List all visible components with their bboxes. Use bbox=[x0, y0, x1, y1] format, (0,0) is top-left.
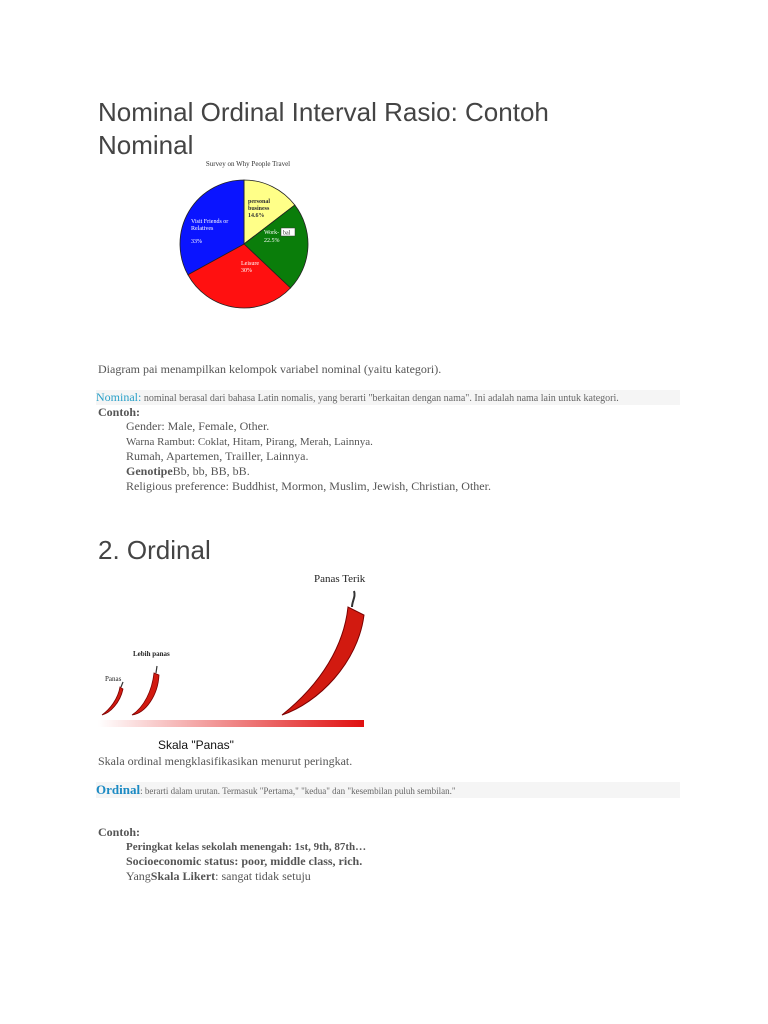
ordinal-definition-text: : berarti dalam urutan. Termasuk "Pertama," "kedua" dan "kesembilan puluh sembilan." bbox=[140, 786, 456, 796]
pie-label-business: business bbox=[248, 206, 270, 212]
ordinal-description: Skala ordinal mengklasifikasikan menurut peringkat. bbox=[98, 754, 353, 768]
pie-pct-leisure: 30% bbox=[241, 268, 252, 274]
list-item: Socioeconomic status: poor, middle class, rich. bbox=[126, 854, 363, 868]
list-item: Warna Rambut: Coklat, Hitam, Pirang, Merah, Lainnya. bbox=[126, 436, 373, 448]
list-item: Rumah, Apartemen, Trailler, Lainnya. bbox=[126, 449, 309, 463]
pie-pct-business: 14.6% bbox=[248, 213, 265, 219]
pie-label-work: Work- bbox=[264, 230, 280, 236]
heat-scale-bar bbox=[98, 720, 364, 727]
pie-chart-caption: Survey on Why People Travel bbox=[205, 160, 291, 168]
ordinal-examples-list bbox=[104, 839, 366, 884]
page-title: Nominal Ordinal Interval Rasio: Contoh Nominal bbox=[98, 97, 549, 160]
chili-medium-stem bbox=[156, 666, 157, 673]
nominal-contoh-label: Contoh: bbox=[98, 405, 141, 419]
pie-description: Diagram pai menampilkan kelompok variabel nominal (yaitu kategori). bbox=[98, 362, 442, 376]
ordinal-definition bbox=[96, 782, 680, 798]
chili-medium bbox=[132, 673, 159, 715]
chili-large-stem bbox=[352, 591, 355, 607]
likert-label: Skala Likert bbox=[150, 869, 216, 883]
list-item: Religious preference: Buddhist, Mormon, Muslim, Jewish, Christian, Other. bbox=[126, 479, 491, 493]
pie-tag-work: bal bbox=[283, 230, 291, 237]
list-item: Peringkat kelas sekolah menengah: 1st, 9th, 87th… bbox=[126, 841, 367, 853]
pie-label-leisure: Leisure bbox=[241, 261, 259, 267]
label-panas-terik: Panas Terik bbox=[314, 573, 366, 585]
list-item: GenotipeBb, bb, BB, bB. bbox=[126, 464, 250, 478]
nominal-definition bbox=[96, 390, 680, 405]
nominal-definition-text: nominal berasal dari bahasa Latin nomalis, yang berarti "berkaitan dengan nama". Ini adalah nama lain untuk kategori. bbox=[141, 393, 619, 404]
chili-scale-figure bbox=[96, 565, 396, 755]
genotipe-label: Genotipe bbox=[126, 464, 173, 478]
pie-label-visit-2: Relatives bbox=[191, 226, 214, 232]
likert-prefix: Yang bbox=[126, 869, 151, 883]
section-ordinal-heading: 2. Ordinal bbox=[98, 535, 211, 565]
label-lebih-panas: Lebih panas bbox=[133, 650, 170, 658]
label-skala-panas: Skala "Panas" bbox=[158, 738, 234, 752]
chili-small bbox=[102, 687, 123, 715]
list-item: YangSkala Likert: sangat tidak setuju bbox=[126, 869, 311, 883]
ordinal-term: Ordinal bbox=[96, 782, 141, 797]
pie-chart bbox=[98, 160, 378, 355]
chili-illustration bbox=[96, 565, 396, 755]
pie-label-personal: personal bbox=[248, 199, 271, 205]
ordinal-contoh-label: Contoh: bbox=[98, 825, 141, 839]
list-item: Gender: Male, Female, Other. bbox=[126, 419, 270, 433]
pie-label-visit-1: Visit Friends or bbox=[191, 219, 229, 225]
nominal-examples-list bbox=[104, 419, 491, 494]
pie-pct-visit: 33% bbox=[191, 239, 202, 245]
pie-chart-figure bbox=[98, 160, 378, 355]
nominal-term: Nominal: bbox=[96, 390, 142, 404]
label-panas: Panas bbox=[105, 675, 122, 683]
pie-pct-work: 22.5% bbox=[264, 238, 280, 244]
chili-large bbox=[282, 607, 364, 715]
